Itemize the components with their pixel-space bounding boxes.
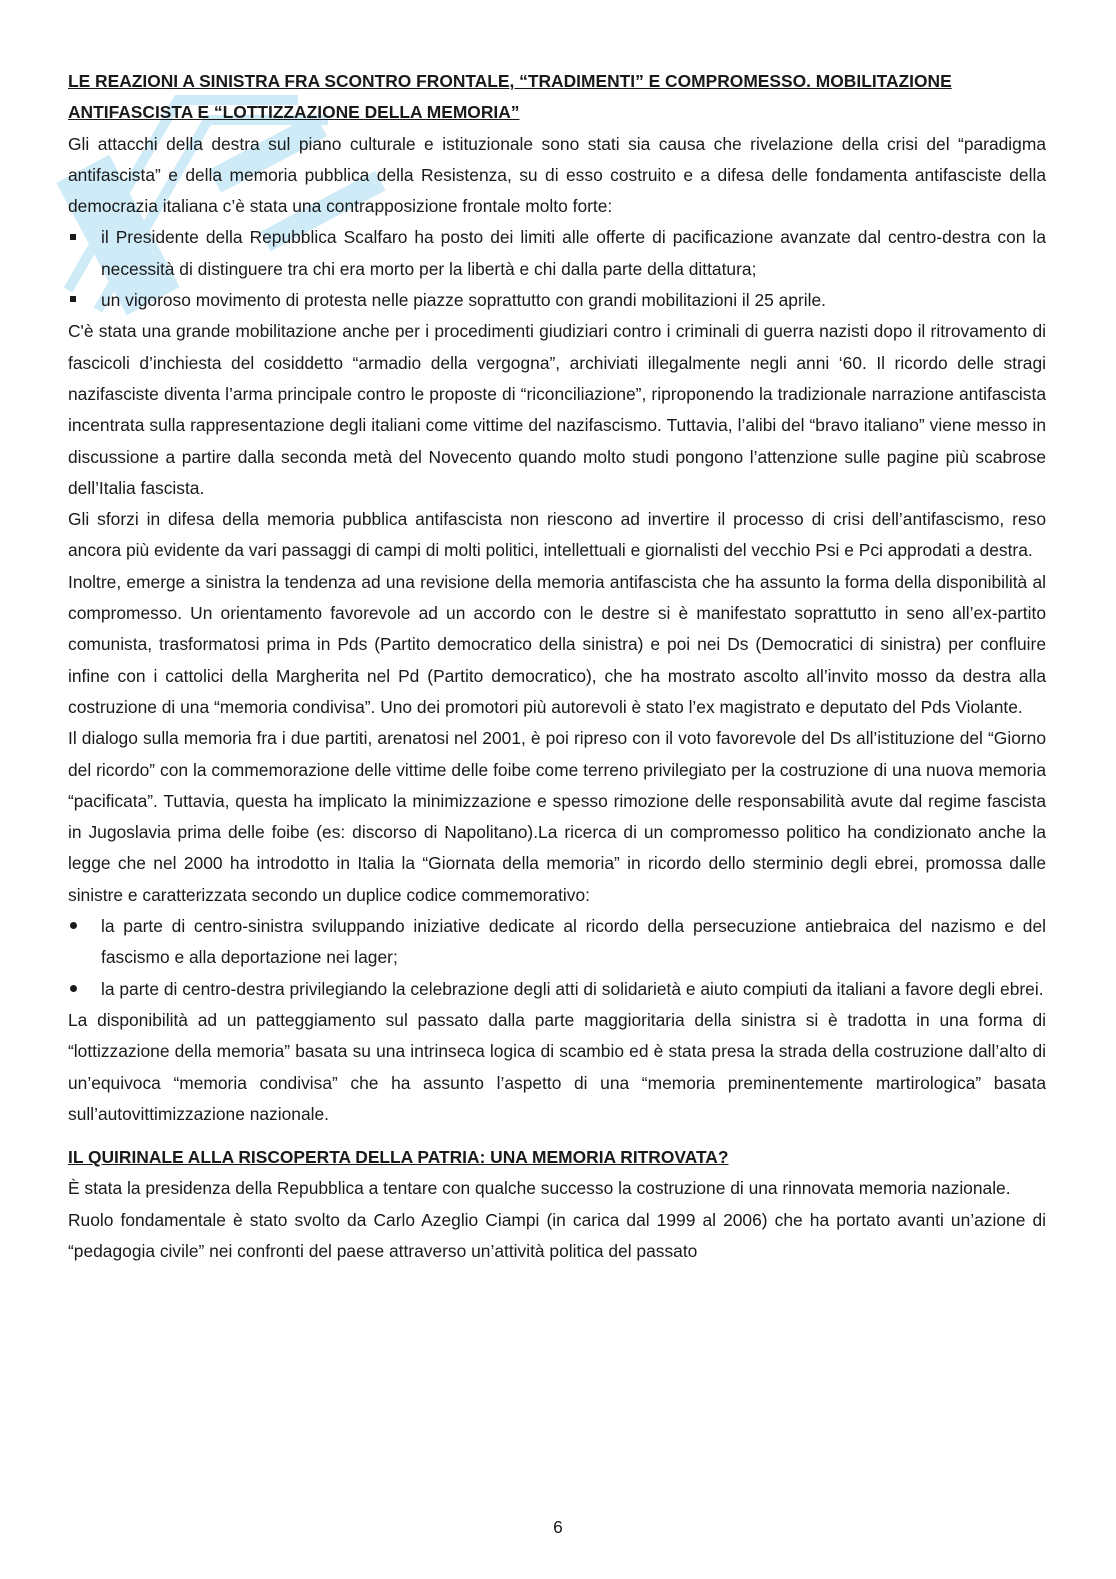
list-item <box>68 222 1046 285</box>
list-item <box>68 911 1046 974</box>
dot-bullet-list <box>68 911 1046 1005</box>
paragraph-revisione: Inoltre, emerge a sinistra la tendenza ad una revisione della memoria antifascista che ha assunto la forma della disponibilità al compromesso. Un orientamento favorevole ad un accordo con le destre si è manifestato soprattutto in seno all’ex-partito comunista, trasformatosi prima in Pds (Partito democratico della sinistra) e poi nei Ds (Democratici di sinistra) per confluire infine con i cattolici della Margherita nel Pd (Partito democratico), che ha mostrato ascolto all’invito mosso da destra alla costruzione di una “memoria condivisa”. Uno dei promotori più autorevoli è stato l’ex magistrato e deputato del Pds Violante. <box>68 571 1046 717</box>
paragraph-sforzi: Gli sforzi in difesa della memoria pubblica antifascista non riescono ad invertire il processo di crisi dell’antifascismo, reso ancora più evidente da vari passaggi di campi di molti politici, intellettuali e giornalisti del vecchio Psi e Pci approdati a destra. <box>68 509 1046 561</box>
section-spacer <box>68 1130 1046 1142</box>
section-heading-reazioni: LE REAZIONI A SINISTRA FRA SCONTRO FRONTALE, “TRADIMENTI” E COMPROMESSO. MOBILITAZIONE ANTIFASCISTA E “LOTTIZZAZIONE DELLA MEMORIA” <box>68 71 952 123</box>
paragraph-lottizzazione: La disponibilità ad un patteggiamento sul passato dalla parte maggioritaria della sinistra si è tradotta in una forma di “lottizzazione della memoria” basata su una intrinseca logica di scambio ed è stata presa la strada della costruzione dall’alto di un’equivoca “memoria condivisa” che ha assunto l’aspetto di una “memoria preminentemente martirologica” basata sull’autovittimizzazione nazionale. <box>68 1009 1046 1124</box>
square-bullet-list <box>68 222 1046 316</box>
paragraph-dialogo: Il dialogo sulla memoria fra i due partiti, arenatosi nel 2001, è poi ripreso con il voto favorevole del Ds all’istituzione del “Giorno del ricordo” con la commemorazione delle vittime delle foibe come terreno privilegiato per la costruzione di una nuova memoria “pacificata”. Tuttavia, questa ha implicato la minimizzazione e spesso rimozione delle responsabilità avute dal regime fascista in Jugoslavia prima delle foibe (es: discorso di Napolitano).La ricerca di un compromesso politico ha condizionato anche la legge che nel 2000 ha introdotto in Italia la “Giornata della memoria” in ricordo dello sterminio degli ebrei, promossa dalle sinistre e caratterizzata secondo un duplice codice commemorativo: <box>68 728 1046 905</box>
list-item-text: la parte di centro-destra privilegiando la celebrazione degli atti di solidarietà e aiuto compiuti da italiani a favore degli ebrei. <box>101 978 1044 999</box>
paragraph-presidenza: È stata la presidenza della Repubblica a tentare con qualche successo la costruzione di una rinnovata memoria nazionale. <box>68 1178 1011 1199</box>
paragraph-armadio: C'è stata una grande mobilitazione anche per i procedimenti giudiziari contro i criminali di guerra nazisti dopo il ritrovamento di fascicoli d’inchiesta del cosiddetto “armadio della vergogna”, archiviati illegalmente negli anni ‘60. Il ricordo delle stragi nazifasciste diventa l’arma principale contro le proposte di “riconciliazione”, riproponendo la tradizionale narrazione antifascista incentrata sulla rappresentazione degli italiani come vittime del nazifascismo. Tuttavia, l’alibi del “bravo italiano” viene messo in discussione a partire dalla seconda metà del Novecento quando molto studi pongono l’attenzione sulle pagine più scabrose dell’Italia fascista. <box>68 321 1046 498</box>
list-item-text: la parte di centro-sinistra sviluppando iniziative dedicate al ricordo della persecuzione antiebraica del nazismo e del fascismo e alla deportazione nei lager; <box>101 916 1046 968</box>
square-bullet-icon <box>68 222 88 253</box>
dot-bullet-icon <box>68 974 88 1005</box>
section-heading-quirinale: IL QUIRINALE ALLA RISCOPERTA DELLA PATRIA: UNA MEMORIA RITROVATA? <box>68 1147 729 1168</box>
list-item <box>68 285 1046 316</box>
list-item <box>68 974 1046 1005</box>
document-page <box>68 66 1046 1267</box>
page-number: 6 <box>553 1517 563 1537</box>
list-item-text: il Presidente della Repubblica Scalfaro ha posto dei limiti alle offerte di pacificazione avanzate dal centro-destra con la necessità di distinguere tra chi era morto per la libertà e chi dalla parte della dittatura; <box>101 227 1046 279</box>
square-bullet-icon <box>68 285 88 316</box>
paragraph-intro: Gli attacchi della destra sul piano culturale e istituzionale sono stati sia causa che rivelazione della crisi del “paradigma antifascista” e della memoria pubblica della Resistenza, su di esso costruito e a difesa delle fondamenta antifasciste della democrazia italiana c’è stata una contrapposizione frontale molto forte: <box>68 133 1046 217</box>
paragraph-ciampi: Ruolo fondamentale è stato svolto da Carlo Azeglio Ciampi (in carica dal 1999 al 2006) che ha portato avanti un’azione di “pedagogia civile” nei confronti del paese attraverso un’attività politica del passato <box>68 1209 1046 1261</box>
dot-bullet-icon <box>68 911 88 942</box>
list-item-text: un vigoroso movimento di protesta nelle piazze soprattutto con grandi mobilitazioni il 25 aprile. <box>101 290 827 311</box>
